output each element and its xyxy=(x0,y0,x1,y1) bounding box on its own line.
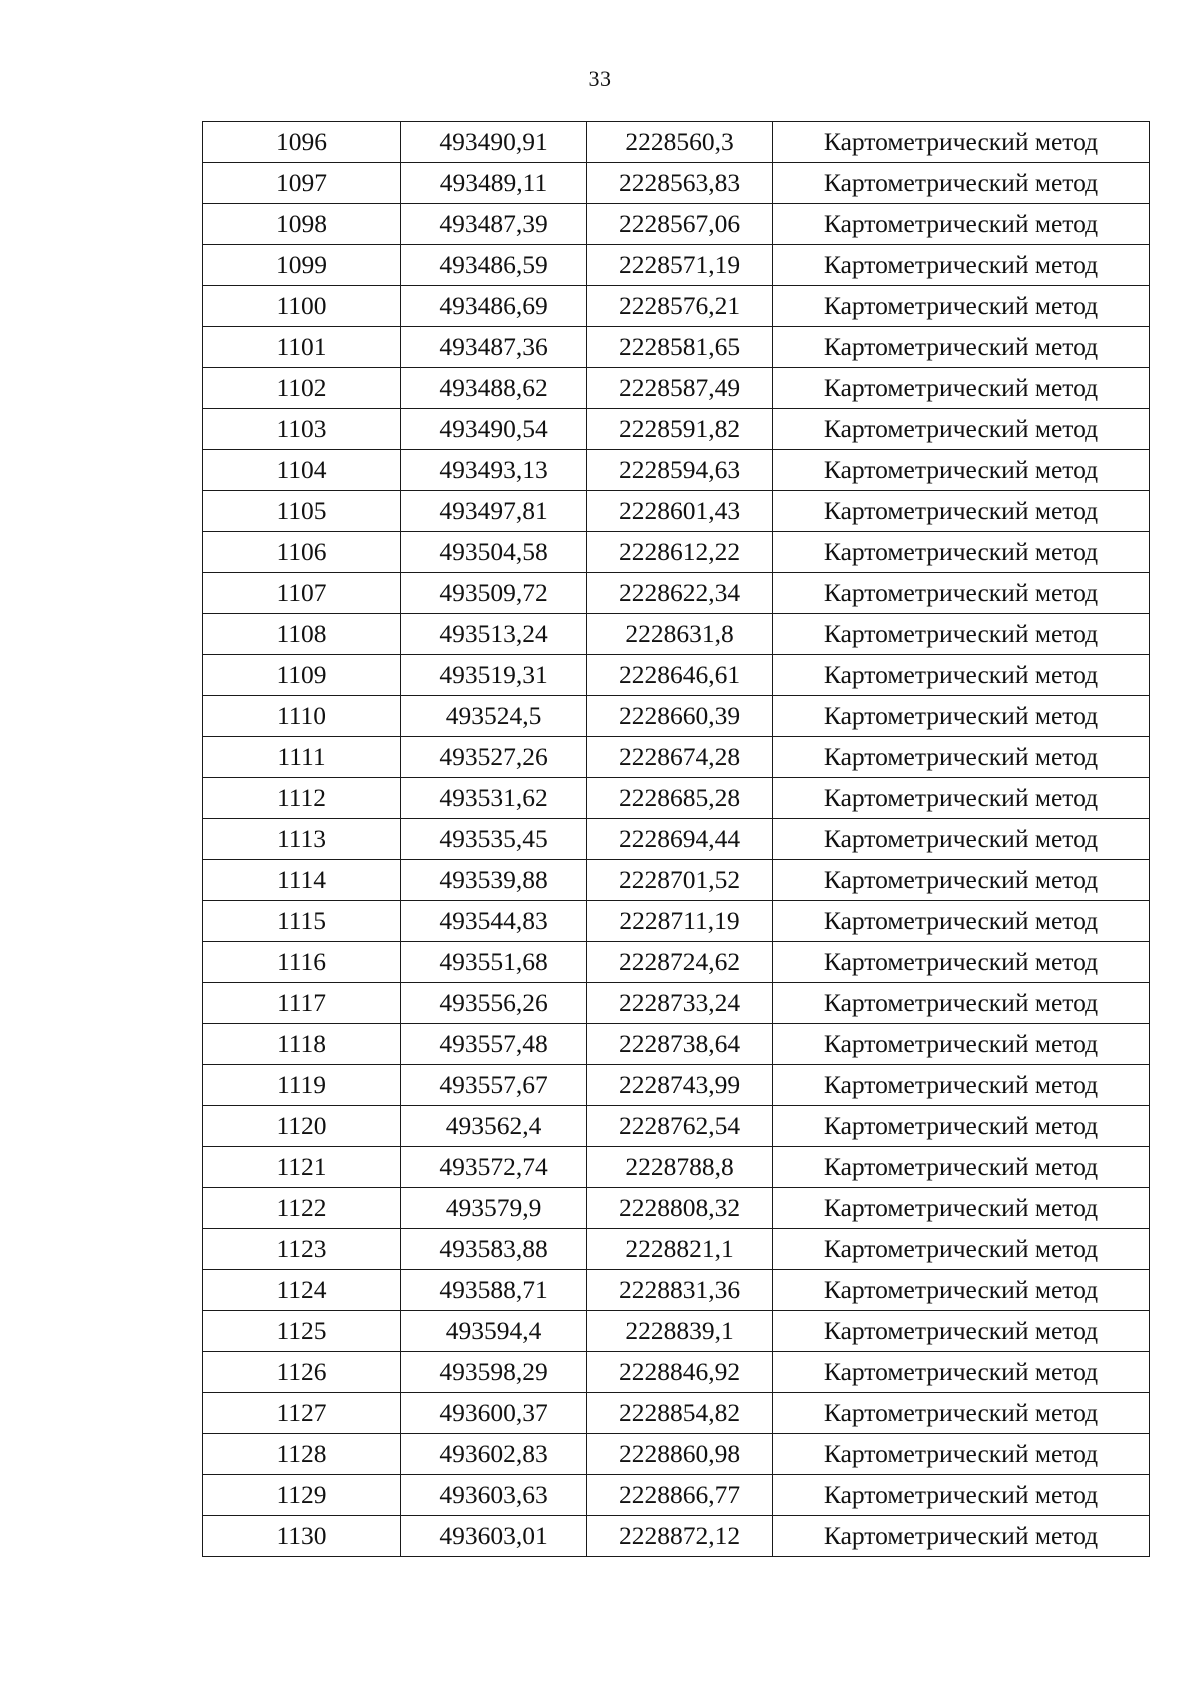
method-cell: Картометрический метод xyxy=(773,614,1150,655)
x-coordinate-cell: 493539,88 xyxy=(401,860,587,901)
point-number-cell: 1104 xyxy=(203,450,401,491)
point-number-cell: 1100 xyxy=(203,286,401,327)
y-coordinate-cell: 2228594,63 xyxy=(587,450,773,491)
table-row xyxy=(203,696,1150,737)
table-row xyxy=(203,532,1150,573)
method-cell: Картометрический метод xyxy=(773,860,1150,901)
method-cell: Картометрический метод xyxy=(773,1352,1150,1393)
table-row xyxy=(203,1434,1150,1475)
x-coordinate-cell: 493497,81 xyxy=(401,491,587,532)
point-number-cell: 1108 xyxy=(203,614,401,655)
table-row xyxy=(203,245,1150,286)
y-coordinate-cell: 2228831,36 xyxy=(587,1270,773,1311)
x-coordinate-cell: 493504,58 xyxy=(401,532,587,573)
method-cell: Картометрический метод xyxy=(773,778,1150,819)
table-row xyxy=(203,491,1150,532)
method-cell: Картометрический метод xyxy=(773,901,1150,942)
x-coordinate-cell: 493489,11 xyxy=(401,163,587,204)
table-row xyxy=(203,286,1150,327)
coordinates-table-body xyxy=(203,122,1150,1557)
x-coordinate-cell: 493579,9 xyxy=(401,1188,587,1229)
table-row xyxy=(203,901,1150,942)
y-coordinate-cell: 2228563,83 xyxy=(587,163,773,204)
y-coordinate-cell: 2228846,92 xyxy=(587,1352,773,1393)
table-row xyxy=(203,1352,1150,1393)
method-cell: Картометрический метод xyxy=(773,819,1150,860)
method-cell: Картометрический метод xyxy=(773,327,1150,368)
point-number-cell: 1119 xyxy=(203,1065,401,1106)
y-coordinate-cell: 2228581,65 xyxy=(587,327,773,368)
method-cell: Картометрический метод xyxy=(773,491,1150,532)
point-number-cell: 1099 xyxy=(203,245,401,286)
x-coordinate-cell: 493535,45 xyxy=(401,819,587,860)
y-coordinate-cell: 2228821,1 xyxy=(587,1229,773,1270)
method-cell: Картометрический метод xyxy=(773,368,1150,409)
point-number-cell: 1120 xyxy=(203,1106,401,1147)
point-number-cell: 1123 xyxy=(203,1229,401,1270)
point-number-cell: 1101 xyxy=(203,327,401,368)
point-number-cell: 1097 xyxy=(203,163,401,204)
method-cell: Картометрический метод xyxy=(773,1475,1150,1516)
method-cell: Картометрический метод xyxy=(773,983,1150,1024)
point-number-cell: 1122 xyxy=(203,1188,401,1229)
table-row xyxy=(203,1229,1150,1270)
method-cell: Картометрический метод xyxy=(773,409,1150,450)
method-cell: Картометрический метод xyxy=(773,1106,1150,1147)
x-coordinate-cell: 493557,48 xyxy=(401,1024,587,1065)
method-cell: Картометрический метод xyxy=(773,450,1150,491)
x-coordinate-cell: 493509,72 xyxy=(401,573,587,614)
table-row xyxy=(203,1147,1150,1188)
page-number: 33 xyxy=(588,66,612,91)
method-cell: Картометрический метод xyxy=(773,122,1150,163)
x-coordinate-cell: 493487,36 xyxy=(401,327,587,368)
y-coordinate-cell: 2228591,82 xyxy=(587,409,773,450)
point-number-cell: 1110 xyxy=(203,696,401,737)
method-cell: Картометрический метод xyxy=(773,1188,1150,1229)
x-coordinate-cell: 493531,62 xyxy=(401,778,587,819)
x-coordinate-cell: 493486,59 xyxy=(401,245,587,286)
y-coordinate-cell: 2228724,62 xyxy=(587,942,773,983)
point-number-cell: 1128 xyxy=(203,1434,401,1475)
x-coordinate-cell: 493486,69 xyxy=(401,286,587,327)
table-row xyxy=(203,1065,1150,1106)
table-row xyxy=(203,1106,1150,1147)
point-number-cell: 1105 xyxy=(203,491,401,532)
table-row xyxy=(203,1516,1150,1557)
y-coordinate-cell: 2228854,82 xyxy=(587,1393,773,1434)
table-row xyxy=(203,1475,1150,1516)
x-coordinate-cell: 493556,26 xyxy=(401,983,587,1024)
y-coordinate-cell: 2228738,64 xyxy=(587,1024,773,1065)
x-coordinate-cell: 493487,39 xyxy=(401,204,587,245)
point-number-cell: 1125 xyxy=(203,1311,401,1352)
x-coordinate-cell: 493602,83 xyxy=(401,1434,587,1475)
table-row xyxy=(203,1188,1150,1229)
table-row xyxy=(203,204,1150,245)
y-coordinate-cell: 2228733,24 xyxy=(587,983,773,1024)
method-cell: Картометрический метод xyxy=(773,1065,1150,1106)
table-row xyxy=(203,1024,1150,1065)
y-coordinate-cell: 2228576,21 xyxy=(587,286,773,327)
x-coordinate-cell: 493488,62 xyxy=(401,368,587,409)
x-coordinate-cell: 493557,67 xyxy=(401,1065,587,1106)
y-coordinate-cell: 2228622,34 xyxy=(587,573,773,614)
point-number-cell: 1115 xyxy=(203,901,401,942)
point-number-cell: 1112 xyxy=(203,778,401,819)
y-coordinate-cell: 2228612,22 xyxy=(587,532,773,573)
point-number-cell: 1124 xyxy=(203,1270,401,1311)
point-number-cell: 1127 xyxy=(203,1393,401,1434)
y-coordinate-cell: 2228866,77 xyxy=(587,1475,773,1516)
y-coordinate-cell: 2228567,06 xyxy=(587,204,773,245)
x-coordinate-cell: 493524,5 xyxy=(401,696,587,737)
y-coordinate-cell: 2228646,61 xyxy=(587,655,773,696)
y-coordinate-cell: 2228601,43 xyxy=(587,491,773,532)
y-coordinate-cell: 2228711,19 xyxy=(587,901,773,942)
method-cell: Картометрический метод xyxy=(773,163,1150,204)
point-number-cell: 1116 xyxy=(203,942,401,983)
point-number-cell: 1107 xyxy=(203,573,401,614)
method-cell: Картометрический метод xyxy=(773,1270,1150,1311)
method-cell: Картометрический метод xyxy=(773,1393,1150,1434)
y-coordinate-cell: 2228674,28 xyxy=(587,737,773,778)
table-row xyxy=(203,1270,1150,1311)
table-row xyxy=(203,368,1150,409)
method-cell: Картометрический метод xyxy=(773,1229,1150,1270)
table-row xyxy=(203,1311,1150,1352)
method-cell: Картометрический метод xyxy=(773,204,1150,245)
x-coordinate-cell: 493544,83 xyxy=(401,901,587,942)
y-coordinate-cell: 2228685,28 xyxy=(587,778,773,819)
point-number-cell: 1096 xyxy=(203,122,401,163)
y-coordinate-cell: 2228660,39 xyxy=(587,696,773,737)
y-coordinate-cell: 2228701,52 xyxy=(587,860,773,901)
table-row xyxy=(203,327,1150,368)
method-cell: Картометрический метод xyxy=(773,737,1150,778)
x-coordinate-cell: 493598,29 xyxy=(401,1352,587,1393)
point-number-cell: 1126 xyxy=(203,1352,401,1393)
point-number-cell: 1113 xyxy=(203,819,401,860)
method-cell: Картометрический метод xyxy=(773,696,1150,737)
y-coordinate-cell: 2228694,44 xyxy=(587,819,773,860)
point-number-cell: 1103 xyxy=(203,409,401,450)
method-cell: Картометрический метод xyxy=(773,1434,1150,1475)
y-coordinate-cell: 2228860,98 xyxy=(587,1434,773,1475)
x-coordinate-cell: 493594,4 xyxy=(401,1311,587,1352)
y-coordinate-cell: 2228587,49 xyxy=(587,368,773,409)
point-number-cell: 1098 xyxy=(203,204,401,245)
table-row xyxy=(203,737,1150,778)
method-cell: Картометрический метод xyxy=(773,942,1150,983)
method-cell: Картометрический метод xyxy=(773,532,1150,573)
table-row xyxy=(203,819,1150,860)
x-coordinate-cell: 493588,71 xyxy=(401,1270,587,1311)
x-coordinate-cell: 493562,4 xyxy=(401,1106,587,1147)
x-coordinate-cell: 493603,01 xyxy=(401,1516,587,1557)
point-number-cell: 1130 xyxy=(203,1516,401,1557)
point-number-cell: 1121 xyxy=(203,1147,401,1188)
table-row xyxy=(203,1393,1150,1434)
y-coordinate-cell: 2228560,3 xyxy=(587,122,773,163)
x-coordinate-cell: 493583,88 xyxy=(401,1229,587,1270)
method-cell: Картометрический метод xyxy=(773,245,1150,286)
x-coordinate-cell: 493551,68 xyxy=(401,942,587,983)
y-coordinate-cell: 2228788,8 xyxy=(587,1147,773,1188)
point-number-cell: 1109 xyxy=(203,655,401,696)
x-coordinate-cell: 493513,24 xyxy=(401,614,587,655)
x-coordinate-cell: 493490,91 xyxy=(401,122,587,163)
method-cell: Картометрический метод xyxy=(773,573,1150,614)
x-coordinate-cell: 493493,13 xyxy=(401,450,587,491)
point-number-cell: 1118 xyxy=(203,1024,401,1065)
x-coordinate-cell: 493527,26 xyxy=(401,737,587,778)
x-coordinate-cell: 493572,74 xyxy=(401,1147,587,1188)
table-row xyxy=(203,409,1150,450)
table-row xyxy=(203,860,1150,901)
y-coordinate-cell: 2228571,19 xyxy=(587,245,773,286)
table-row xyxy=(203,942,1150,983)
x-coordinate-cell: 493600,37 xyxy=(401,1393,587,1434)
y-coordinate-cell: 2228808,32 xyxy=(587,1188,773,1229)
table-row xyxy=(203,614,1150,655)
table-row xyxy=(203,655,1150,696)
method-cell: Картометрический метод xyxy=(773,286,1150,327)
y-coordinate-cell: 2228872,12 xyxy=(587,1516,773,1557)
method-cell: Картометрический метод xyxy=(773,1024,1150,1065)
table-row xyxy=(203,163,1150,204)
x-coordinate-cell: 493603,63 xyxy=(401,1475,587,1516)
x-coordinate-cell: 493490,54 xyxy=(401,409,587,450)
table-row xyxy=(203,573,1150,614)
x-coordinate-cell: 493519,31 xyxy=(401,655,587,696)
table-row xyxy=(203,778,1150,819)
method-cell: Картометрический метод xyxy=(773,1147,1150,1188)
point-number-cell: 1114 xyxy=(203,860,401,901)
y-coordinate-cell: 2228743,99 xyxy=(587,1065,773,1106)
y-coordinate-cell: 2228839,1 xyxy=(587,1311,773,1352)
point-number-cell: 1106 xyxy=(203,532,401,573)
method-cell: Картометрический метод xyxy=(773,1516,1150,1557)
y-coordinate-cell: 2228631,8 xyxy=(587,614,773,655)
point-number-cell: 1117 xyxy=(203,983,401,1024)
point-number-cell: 1111 xyxy=(203,737,401,778)
table-row xyxy=(203,983,1150,1024)
table-row xyxy=(203,122,1150,163)
y-coordinate-cell: 2228762,54 xyxy=(587,1106,773,1147)
point-number-cell: 1129 xyxy=(203,1475,401,1516)
point-number-cell: 1102 xyxy=(203,368,401,409)
method-cell: Картометрический метод xyxy=(773,1311,1150,1352)
coordinates-table xyxy=(202,121,1150,1557)
method-cell: Картометрический метод xyxy=(773,655,1150,696)
table-row xyxy=(203,450,1150,491)
